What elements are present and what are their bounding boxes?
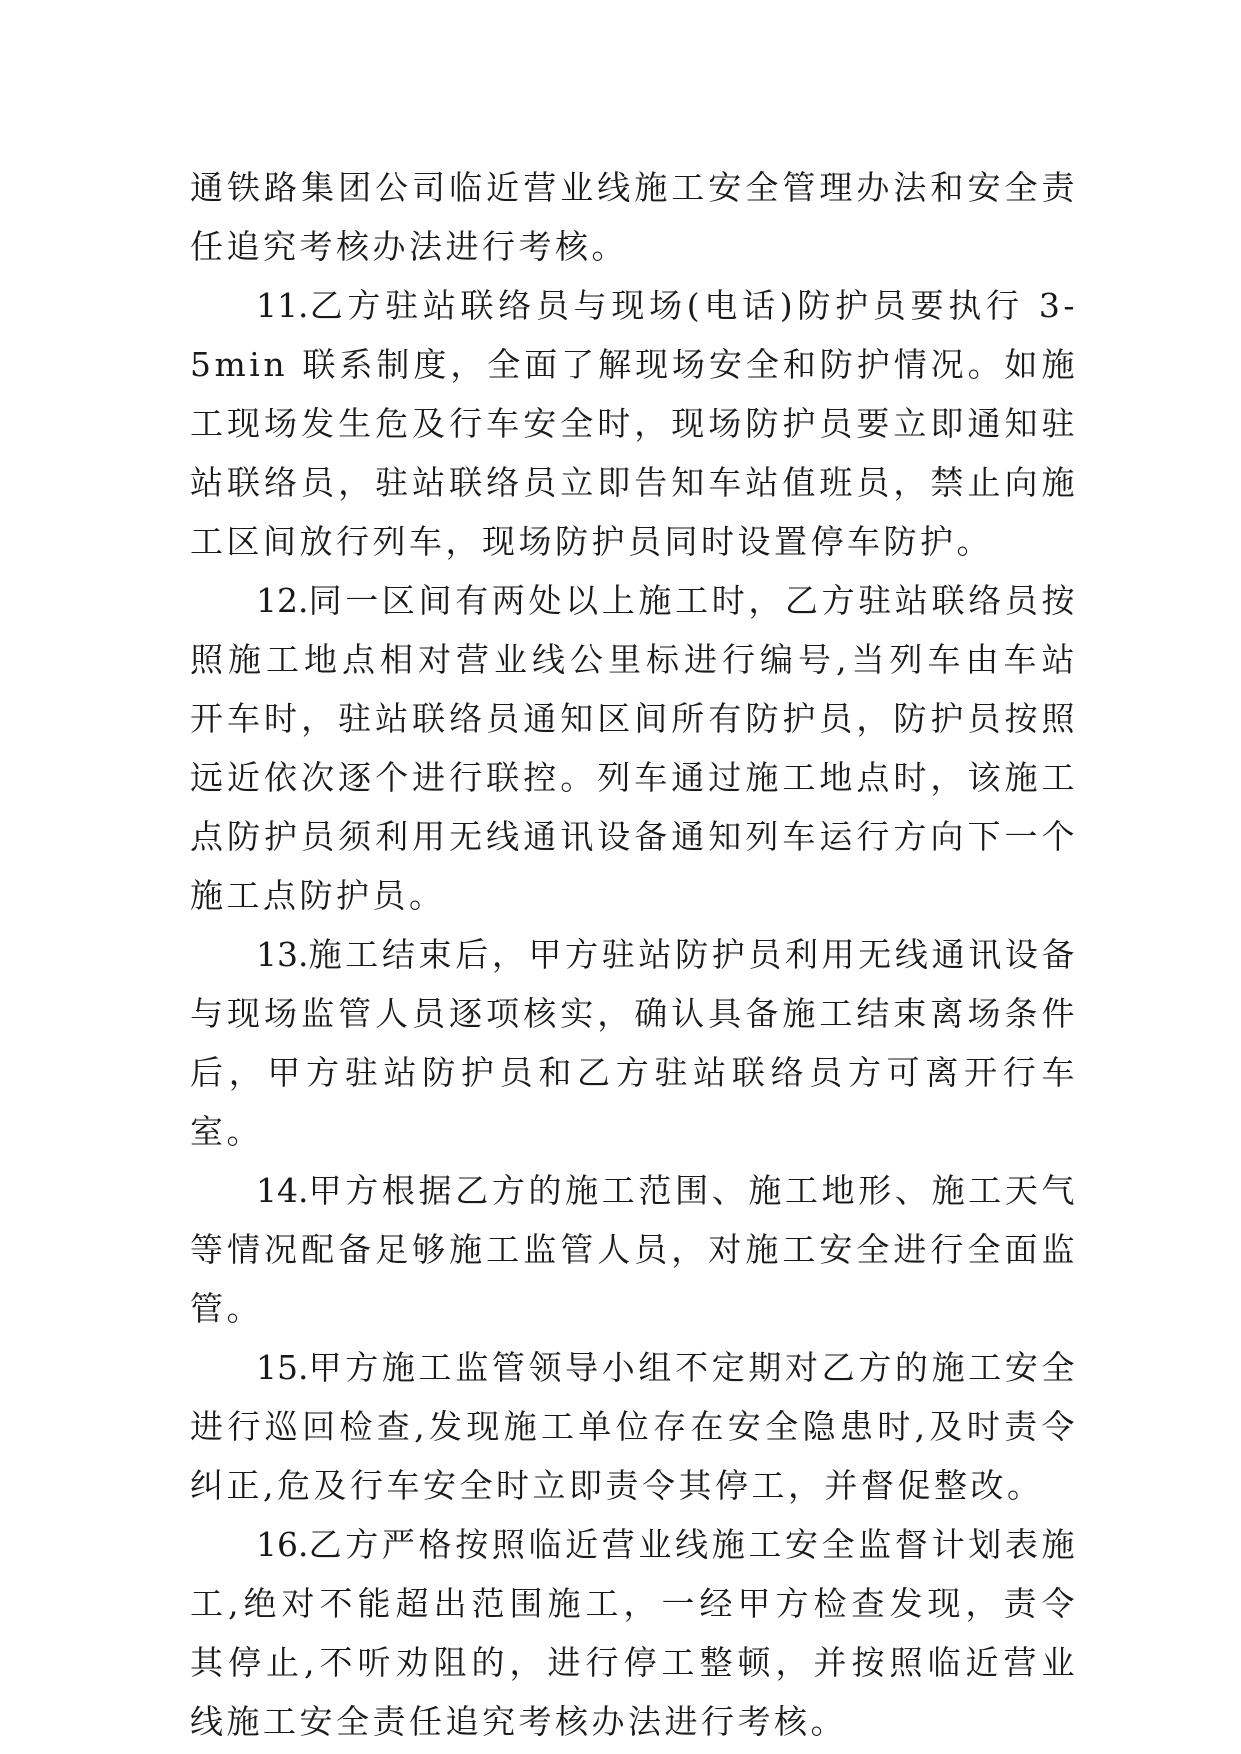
paragraph-number: 16. — [256, 1525, 309, 1564]
paragraph-text: 施工结束后，甲方驻站防护员利用无线通讯设备与现场监管人员逐项核实，确认具备施工结束离场条件后，甲方驻站防护员和乙方驻站联络员方可离开行车室。 — [190, 935, 1078, 1151]
paragraph-14 — [190, 1161, 1078, 1338]
paragraph-16 — [190, 1515, 1078, 1751]
paragraph-text: 通铁路集团公司临近营业线施工安全管理办法和安全责任追究考核办法进行考核。 — [190, 168, 1078, 266]
paragraph-number: 14. — [256, 1171, 309, 1210]
body-text — [190, 158, 1078, 1751]
paragraph-13 — [190, 925, 1078, 1161]
paragraph-number: 15. — [256, 1348, 309, 1387]
paragraph-text: 乙方严格按照临近营业线施工安全监督计划表施工,绝对不能超出范围施工，一经甲方检查发现，责令其停止,不听劝阻的，进行停工整顿，并按照临近营业线施工安全责任追究考核办法进行考核。 — [190, 1525, 1078, 1741]
paragraph-number: 13. — [256, 935, 309, 974]
paragraph-text: 同一区间有两处以上施工时，乙方驻站联络员按照施工地点相对营业线公里标进行编号,当列车由车站开车时，驻站联络员通知区间所有防护员，防护员按照远近依次逐个进行联控。列车通过施工地点时，该施工点防护员须利用无线通讯设备通知列车运行方向下一个施工点防护员。 — [190, 581, 1078, 915]
paragraph-10-continuation — [190, 158, 1078, 276]
paragraph-number: 11. — [256, 286, 309, 325]
paragraph-text: 甲方根据乙方的施工范围、施工地形、施工天气等情况配备足够施工监管人员，对施工安全进行全面监管。 — [190, 1171, 1078, 1328]
paragraph-number: 12. — [256, 581, 309, 620]
paragraph-12 — [190, 571, 1078, 925]
paragraph-11 — [190, 276, 1078, 571]
paragraph-text: 甲方施工监管领导小组不定期对乙方的施工安全进行巡回检查,发现施工单位存在安全隐患时,及时责令纠正,危及行车安全时立即责令其停工，并督促整改。 — [190, 1348, 1078, 1505]
paragraph-text: 乙方驻站联络员与现场(电话)防护员要执行 3-5min 联系制度，全面了解现场安全和防护情况。如施工现场发生危及行车安全时，现场防护员要立即通知驻站联络员，驻站联络员立即告知车站值班员，禁止向施工区间放行列车，现场防护员同时设置停车防护。 — [190, 286, 1078, 561]
paragraph-15 — [190, 1338, 1078, 1515]
